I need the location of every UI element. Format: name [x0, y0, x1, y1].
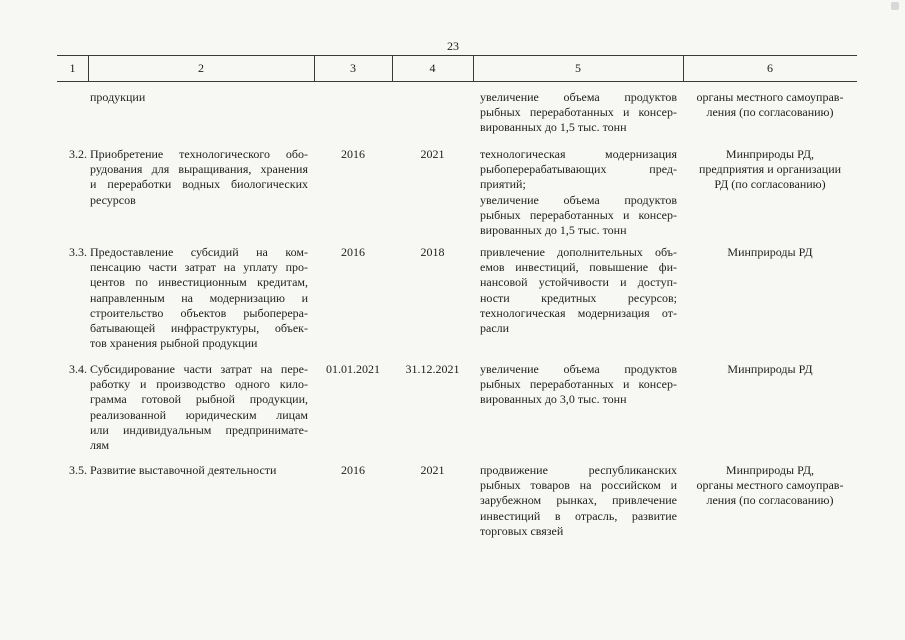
cell-line: рыбоперерабатывающих пред-	[480, 162, 677, 177]
column-header: 4	[429, 61, 436, 75]
cell-num: 3.3.	[69, 245, 87, 259]
cell-line: технологическая модернизация от-	[480, 305, 677, 320]
cell-line: или индивидуальным предпринимате-	[90, 422, 308, 437]
cell-line: тов хранения рыбной продукции	[90, 336, 258, 351]
cell-start: 2016	[341, 463, 365, 477]
cell-executor	[683, 147, 857, 193]
cell-executor	[683, 463, 857, 509]
cell-start: 01.01.2021	[326, 362, 380, 376]
cell-line: рыбных переработанных и консер-	[480, 105, 677, 120]
cell-line: пенсацию части затрат на уплату про-	[90, 260, 308, 275]
cell-result	[480, 362, 677, 408]
column-header: 2	[198, 61, 204, 75]
cell-line: инвестиций в отрасль, развитие	[480, 508, 677, 523]
cell-line: приятий;	[480, 177, 526, 192]
cell-line: строительство объектов рыбоперера-	[90, 305, 308, 320]
cell-line: предприятия и организации	[698, 162, 842, 177]
page-number: 23	[447, 39, 459, 53]
cell-line: ности кредитных ресурсов;	[480, 290, 677, 305]
cell-line: вированных до 1,5 тыс. тонн	[480, 120, 627, 135]
cell-line: центов по инвестиционным кредитам,	[90, 275, 308, 290]
header-bottom-rule	[57, 81, 857, 82]
scan-corner-mark	[891, 2, 899, 10]
cell-line: реализованной юридическим лицам	[90, 407, 308, 422]
cell-start: 2016	[341, 245, 365, 259]
cell-line: продвижение республиканских	[480, 463, 677, 477]
cell-line: Минприроды РД	[727, 362, 813, 376]
cell-end: 2021	[420, 463, 445, 477]
cell-line: ресурсов	[90, 192, 136, 207]
cell-line: вированных до 1,5 тыс. тонн	[480, 223, 627, 238]
cell-line: расли	[480, 321, 510, 336]
cell-line: рудования для выращивания, хранения	[90, 162, 308, 177]
column-header: 5	[575, 61, 581, 75]
cell-line: ления (по согласованию)	[706, 105, 834, 120]
cell-line: и переработки водных биологических	[90, 177, 308, 192]
cell-line: Предоставление субсидий на ком-	[90, 245, 308, 259]
cell-line: продукции	[90, 90, 146, 104]
cell-line: Субсидирование части затрат на пере-	[90, 362, 308, 376]
cell-line: рыбных переработанных и консер-	[480, 207, 677, 222]
cell-activity	[90, 362, 308, 453]
cell-line: увеличение объема продуктов	[480, 362, 677, 376]
cell-executor	[683, 245, 857, 260]
cell-line: ления (по согласованию)	[706, 493, 834, 508]
cell-line: Минприроды РД,	[725, 463, 815, 477]
cell-result	[480, 463, 677, 539]
cell-line: емов инвестиций, повышение фи-	[480, 260, 677, 275]
cell-num: 3.4.	[69, 362, 87, 376]
cell-num: 3.2.	[69, 147, 87, 161]
cell-line: технологическая модернизация	[480, 147, 677, 161]
cell-line: рыбных товаров на российском и	[480, 478, 677, 493]
cell-line: РД (по согласованию)	[714, 177, 826, 192]
column-header: 6	[767, 61, 773, 75]
cell-line: нансовой устойчивости и доступ-	[480, 275, 677, 290]
cell-line: работку и производство одного кило-	[90, 377, 308, 392]
cell-line: органы местного самоуправ-	[696, 90, 844, 104]
cell-line: Минприроды РД,	[725, 147, 815, 161]
cell-line: вированных до 3,0 тыс. тонн	[480, 392, 627, 407]
cell-line: органы местного самоуправ-	[696, 478, 844, 493]
cell-line: торговых связей	[480, 523, 564, 538]
cell-start: 2016	[341, 147, 365, 161]
cell-line: батывающей инфраструктуры, объек-	[90, 321, 308, 336]
cell-end: 2018	[420, 245, 445, 259]
cell-line: увеличение объема продуктов	[480, 90, 677, 104]
cell-result	[480, 90, 677, 136]
cell-line: рыбных переработанных и консер-	[480, 377, 677, 392]
cell-executor	[683, 90, 857, 120]
cell-end: 2021	[420, 147, 445, 161]
cell-line: Приобретение технологического обо-	[90, 147, 308, 161]
cell-line: увеличение объема продуктов	[480, 192, 677, 207]
cell-line: направленным на модернизацию и	[90, 290, 308, 305]
cell-line: Развитие выставочной деятельности	[90, 463, 277, 477]
cell-activity	[90, 147, 308, 208]
cell-line: лям	[90, 438, 110, 453]
column-header: 3	[350, 61, 356, 75]
cell-result	[480, 147, 677, 238]
cell-activity	[90, 90, 308, 105]
cell-line: зарубежном рынках, привлечение	[480, 493, 677, 508]
column-header: 1	[69, 61, 76, 75]
cell-line: грамма готовой рыбной продукции,	[90, 392, 308, 407]
cell-executor	[683, 362, 857, 377]
cell-result	[480, 245, 677, 336]
cell-activity	[90, 463, 308, 478]
cell-num: 3.5.	[69, 463, 87, 477]
cell-end: 31.12.2021	[405, 362, 460, 376]
cell-activity	[90, 245, 308, 351]
cell-line: привлечение дополнительных объ-	[480, 245, 677, 259]
cell-line: Минприроды РД	[727, 245, 813, 259]
